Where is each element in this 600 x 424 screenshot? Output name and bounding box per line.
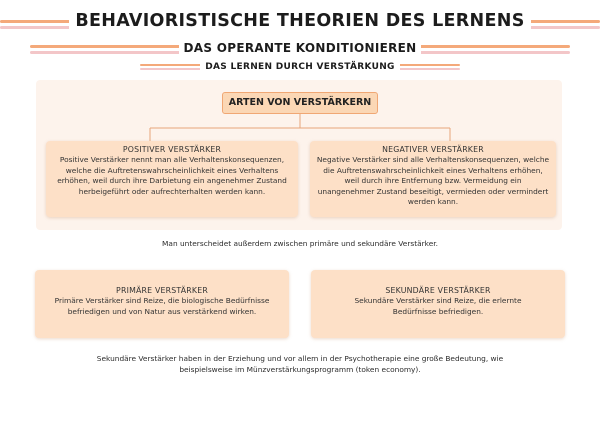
page-subtitle: DAS OPERANTE KONDITIONIEREN xyxy=(0,40,600,56)
card-text: Positive Verstärker nennt man alle Verhaltenskonsequenzen, welche die Auftretenswahrscheinlichkeit eines Verhaltens erhöhen, weil durch ihre Darbietung ein angenehmer Zustand herbeigeführt oder aufrechterhalten werden kann. xyxy=(57,155,287,196)
category-label: ARTEN VON VERSTÄRKERN xyxy=(222,92,378,114)
card-title: SEKUNDÄRE VERSTÄRKER xyxy=(385,286,491,295)
negative-reinforcer-card xyxy=(310,141,556,217)
card-text: Sekundäre Verstärker sind Reize, die erlernte Bedürfnisse befriedigen. xyxy=(354,296,522,316)
card-text: Primäre Verstärker sind Reize, die biologische Bedürfnisse befriedigen und von Natur aus verstärkend wirken. xyxy=(54,296,270,316)
page-subsubtitle: DAS LERNEN DURCH VERSTÄRKUNG xyxy=(0,61,600,73)
primary-reinforcer-card xyxy=(35,270,289,338)
card-title: PRIMÄRE VERSTÄRKER xyxy=(116,286,208,295)
page-title: BEHAVIORISTISCHE THEORIEN DES LERNENS xyxy=(0,10,600,32)
positive-reinforcer-card xyxy=(46,141,298,217)
card-text: Negative Verstärker sind alle Verhaltenskonsequenzen, welche die Auftretenswahrscheinlichkeit eines Verhaltens erhöhen, weil durch ihre Entfernung bzw. Vermeidung ein unangenehmer Zustand beseitigt, vermieden oder vermindert werden kann. xyxy=(316,155,550,207)
distinction-note: Man unterscheidet außerdem zwischen primäre und sekundäre Verstärker. xyxy=(162,239,438,248)
card-title: NEGATIVER VERSTÄRKER xyxy=(382,145,484,154)
card-title: POSITIVER VERSTÄRKER xyxy=(122,145,222,154)
footer-note: Sekundäre Verstärker haben in der Erziehung und vor allem in der Psychotherapie eine große Bedeutung, wie beispielsweise im Münzverstärkungsprogramm (token economy). xyxy=(96,354,504,374)
secondary-reinforcer-card xyxy=(311,270,565,338)
